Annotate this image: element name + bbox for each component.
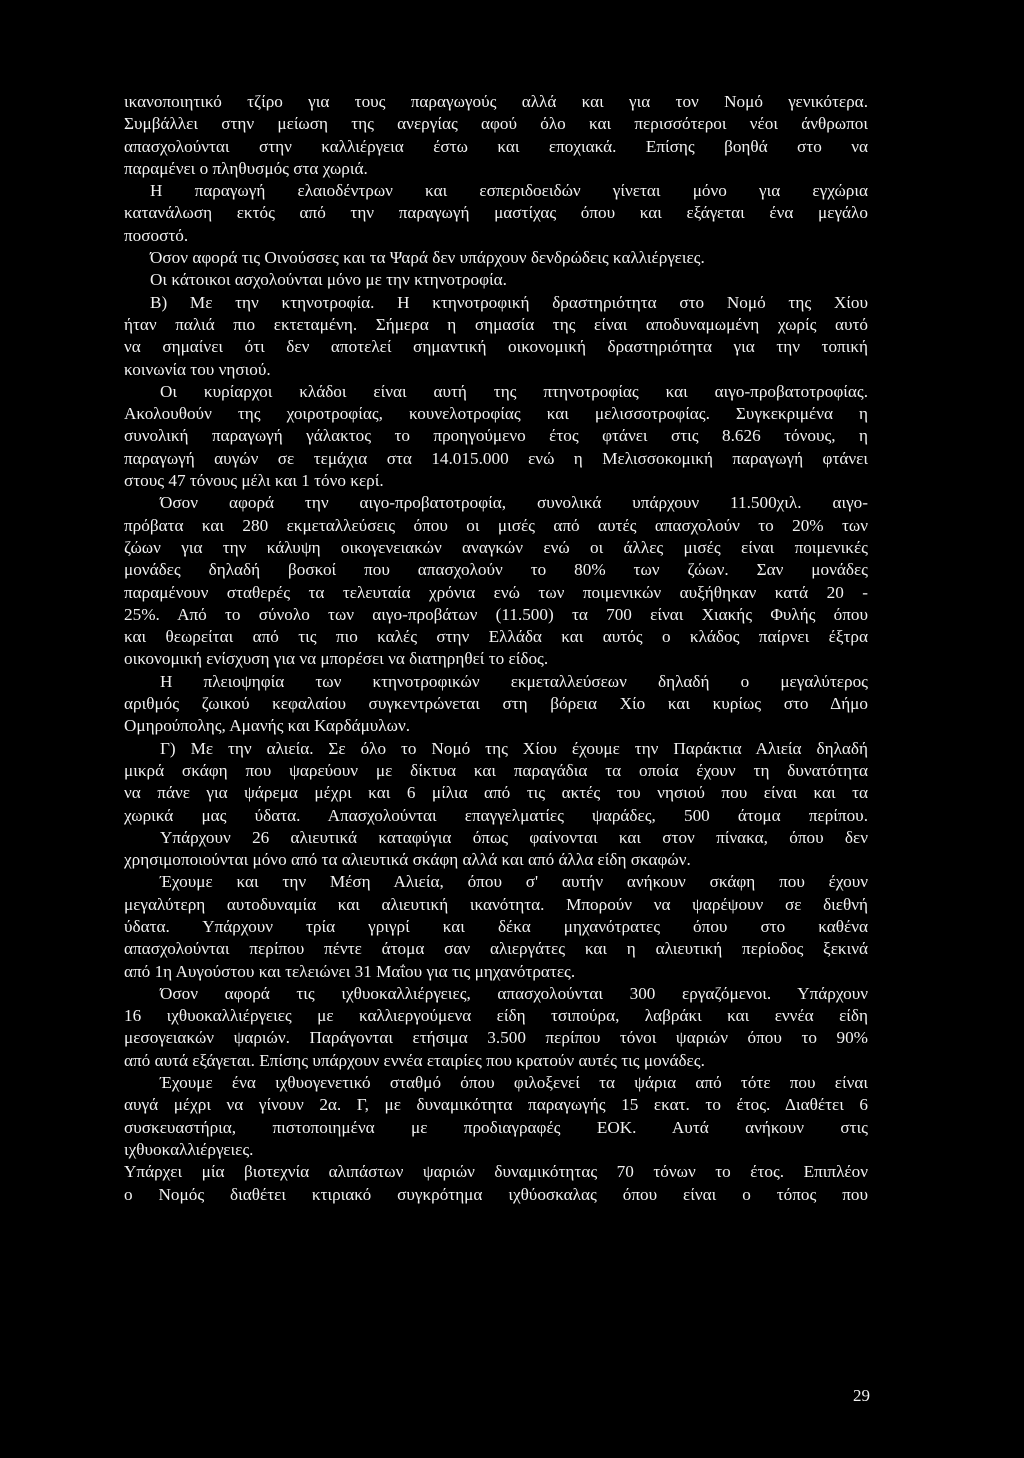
text-line: Ακολουθούν της χοιροτροφίας, κουνελοτροφίας και μελισσοτροφίας. Συγκεκριμένα η bbox=[124, 404, 868, 424]
text-line: να πάνε για ψάρεμα μέχρι και 6 μίλια από τις ακτές του νησιού που είναι και τα bbox=[124, 783, 868, 803]
text-line: κατανάλωση εκτός από την παραγωγή μαστίχας όπου και εξάγεται ένα μεγάλο bbox=[124, 203, 868, 223]
text-line: Οι κυρίαρχοι κλάδοι είναι αυτή της πτηνοτροφίας και αιγο-προβατοτροφίας. bbox=[160, 381, 868, 401]
text-line: Έχουμε και την Μέση Αλιεία, όπου σ' αυτήν ανήκουν σκάφη που έχουν bbox=[160, 872, 868, 892]
text-line: ιχθυοκαλλιέργειες. bbox=[124, 1139, 254, 1159]
text-line: Όσον αφορά την αιγο-προβατοτροφία, συνολικά υπάρχουν 11.500χιλ. αιγο- bbox=[160, 493, 868, 513]
text-line: 16 ιχθυοκαλλιέργειες με καλλιεργούμενα είδη τσιπούρα, λαβράκι και εννέα είδη bbox=[124, 1006, 868, 1026]
text-line: μεγαλύτερη αυτοδυναμία και αλιευτική ικανότητα. Μπορούν να ψαρέψουν σε διεθνή bbox=[124, 894, 868, 914]
text-line: Συμβάλλει στην μείωση της ανεργίας αφού όλο και περισσότεροι νέοι άνθρωποι bbox=[124, 114, 868, 134]
body-text bbox=[124, 91, 868, 1206]
text-line: μονάδες δηλαδή βοσκοί που απασχολούν το 80% των ζώων. Σαν μονάδες bbox=[124, 560, 868, 580]
text-line: Γ) Με την αλιεία. Σε όλο το Νομό της Χίου έχουμε την Παράκτια Αλιεία δηλαδή bbox=[160, 738, 868, 758]
text-line: Οι κάτοικοι ασχολούνται μόνο με την κτηνοτροφία. bbox=[150, 270, 507, 290]
text-line: παραγωγή αυγών σε τεμάχια στα 14.015.000 ενώ η Μελισσοκομική παραγωγή φτάνει bbox=[124, 448, 868, 468]
text-line: αυγά μέχρι να γίνουν 2α. Γ, με δυναμικότητα παραγωγής 15 εκατ. το έτος. Διαθέτει 6 bbox=[124, 1095, 868, 1115]
text-line: Υπάρχουν 26 αλιευτικά καταφύγια όπως φαίνονται και στον πίνακα, όπου δεν bbox=[160, 827, 868, 847]
text-line: Η παραγωγή ελαιοδέντρων και εσπεριδοειδών γίνεται μόνο για εγχώρια bbox=[150, 181, 868, 201]
text-line: Η πλειοψηφία των κτηνοτροφικών εκμεταλλεύσεων δηλαδή ο μεγαλύτερος bbox=[160, 671, 868, 691]
text-line: πρόβατα και 280 εκμεταλλεύσεις όπου οι μισές από αυτές απασχολούν το 20% των bbox=[124, 515, 868, 535]
text-line: 25%. Από το σύνολο των αιγο-προβάτων (11.500) τα 700 είναι Χιακής Φυλής όπου bbox=[124, 604, 868, 624]
text-line: παραμένει ο πληθυσμός στα χωριά. bbox=[124, 158, 368, 178]
text-line: Όσον αφορά τις Οινούσσες και τα Ψαρά δεν υπάρχουν δενδρώδεις καλλιέργειες. bbox=[150, 248, 705, 268]
page-number: 29 bbox=[853, 1386, 870, 1405]
text-line: και θεωρείται από τις πιο καλές στην Ελλάδα και αυτός ο κλάδος παίρνει έξτρα bbox=[124, 627, 868, 647]
text-line: Ομηρούπολης, Αμανής και Καρδάμυλων. bbox=[124, 716, 411, 736]
text-line: απασχολούνται περίπου πέντε άτομα σαν αλιεργάτες και η αλιευτική περίοδος ξεκινά bbox=[124, 939, 868, 959]
text-line: από 1η Αυγούστου και τελειώνει 31 Μαΐου για τις μηχανότρατες. bbox=[124, 961, 576, 981]
text-line: χρησιμοποιούνται μόνο από τα αλιευτικά σκάφη αλλά και από άλλα είδη σκαφών. bbox=[124, 850, 691, 870]
text-line: να σημαίνει ότι δεν αποτελεί σημαντική οικονομική δραστηριότητα για την τοπική bbox=[124, 337, 868, 357]
text-line: αριθμός ζωικού κεφαλαίου συγκεντρώνεται στη βόρεια Χίο και κυρίως στο Δήμο bbox=[124, 694, 868, 714]
text-line: ποσοστό. bbox=[124, 225, 189, 245]
text-line: Όσον αφορά τις ιχθυοκαλλιέργειες, απασχολούνται 300 εργαζόμενοι. Υπάρχουν bbox=[160, 983, 868, 1003]
text-line: οικονομική ενίσχυση για να μπορέσει να διατηρηθεί το είδος. bbox=[124, 649, 549, 669]
text-line: στους 47 τόνους μέλι και 1 τόνο κερί. bbox=[124, 471, 384, 491]
text-line: μικρά σκάφη που ψαρεύουν με δίκτυα και παραγάδια τα οποία έχουν τη δυνατότητα bbox=[124, 760, 868, 780]
text-line: ο Νομός διαθέτει κτιριακό συγκρότημα ιχθύοσκαλας όπου είναι ο τόπος που bbox=[124, 1184, 868, 1204]
text-line: από αυτά εξάγεται. Επίσης υπάρχουν εννέα εταιρίες που κρατούν αυτές τις μονάδες. bbox=[124, 1050, 705, 1070]
text-line: συσκευαστήρια, πιστοποιημένα με προδιαγραφές ΕΟΚ. Αυτά ανήκουν στις bbox=[124, 1117, 868, 1137]
text-line: χωρικά μας ύδατα. Απασχολούνται επαγγελματίες ψαράδες, 500 άτομα περίπου. bbox=[124, 805, 868, 825]
text-line: Υπάρχει μία βιοτεχνία αλιπάστων ψαριών δυναμικότητας 70 τόνων το έτος. Επιπλέον bbox=[124, 1162, 868, 1182]
text-line: κοινωνία του νησιού. bbox=[124, 359, 271, 379]
text-line: Β) Με την κτηνοτροφία. Η κτηνοτροφική δραστηριότητα στο Νομό της Χίου bbox=[150, 292, 868, 312]
text-line: απασχολούνται στην καλλιέργεια έστω και εποχιακά. Επίσης βοηθά στο να bbox=[124, 136, 868, 156]
text-line: ύδατα. Υπάρχουν τρία γριγρί και δέκα μηχανότρατες όπου στο καθένα bbox=[124, 916, 868, 936]
text-line: ζώων για την κάλυψη οικογενειακών αναγκών ενώ οι άλλες μισές είναι ποιμενικές bbox=[124, 537, 868, 557]
text-line: Έχουμε ένα ιχθυογενετικό σταθμό όπου φιλοξενεί τα ψάρια από τότε που είναι bbox=[160, 1073, 868, 1093]
text-line: ικανοποιητικό τζίρο για τους παραγωγούς αλλά και για τον Νομό γενικότερα. bbox=[124, 92, 868, 111]
text-line: ήταν παλιά πιο εκτεταμένη. Σήμερα η σημασία της είναι αποδυναμωμένη χωρίς αυτό bbox=[124, 314, 868, 334]
text-line: συνολική παραγωγή γάλακτος το προηγούμενο έτος φτάνει στις 8.626 τόνους, η bbox=[124, 426, 868, 446]
text-line: παραμένουν σταθερές τα τελευταία χρόνια ενώ των ποιμενικών αυξήθηκαν κατά 20 - bbox=[124, 582, 868, 602]
text-line: μεσογειακών ψαριών. Παράγονται ετήσιμα 3.500 περίπου τόνοι ψαριών όπου το 90% bbox=[124, 1028, 868, 1048]
